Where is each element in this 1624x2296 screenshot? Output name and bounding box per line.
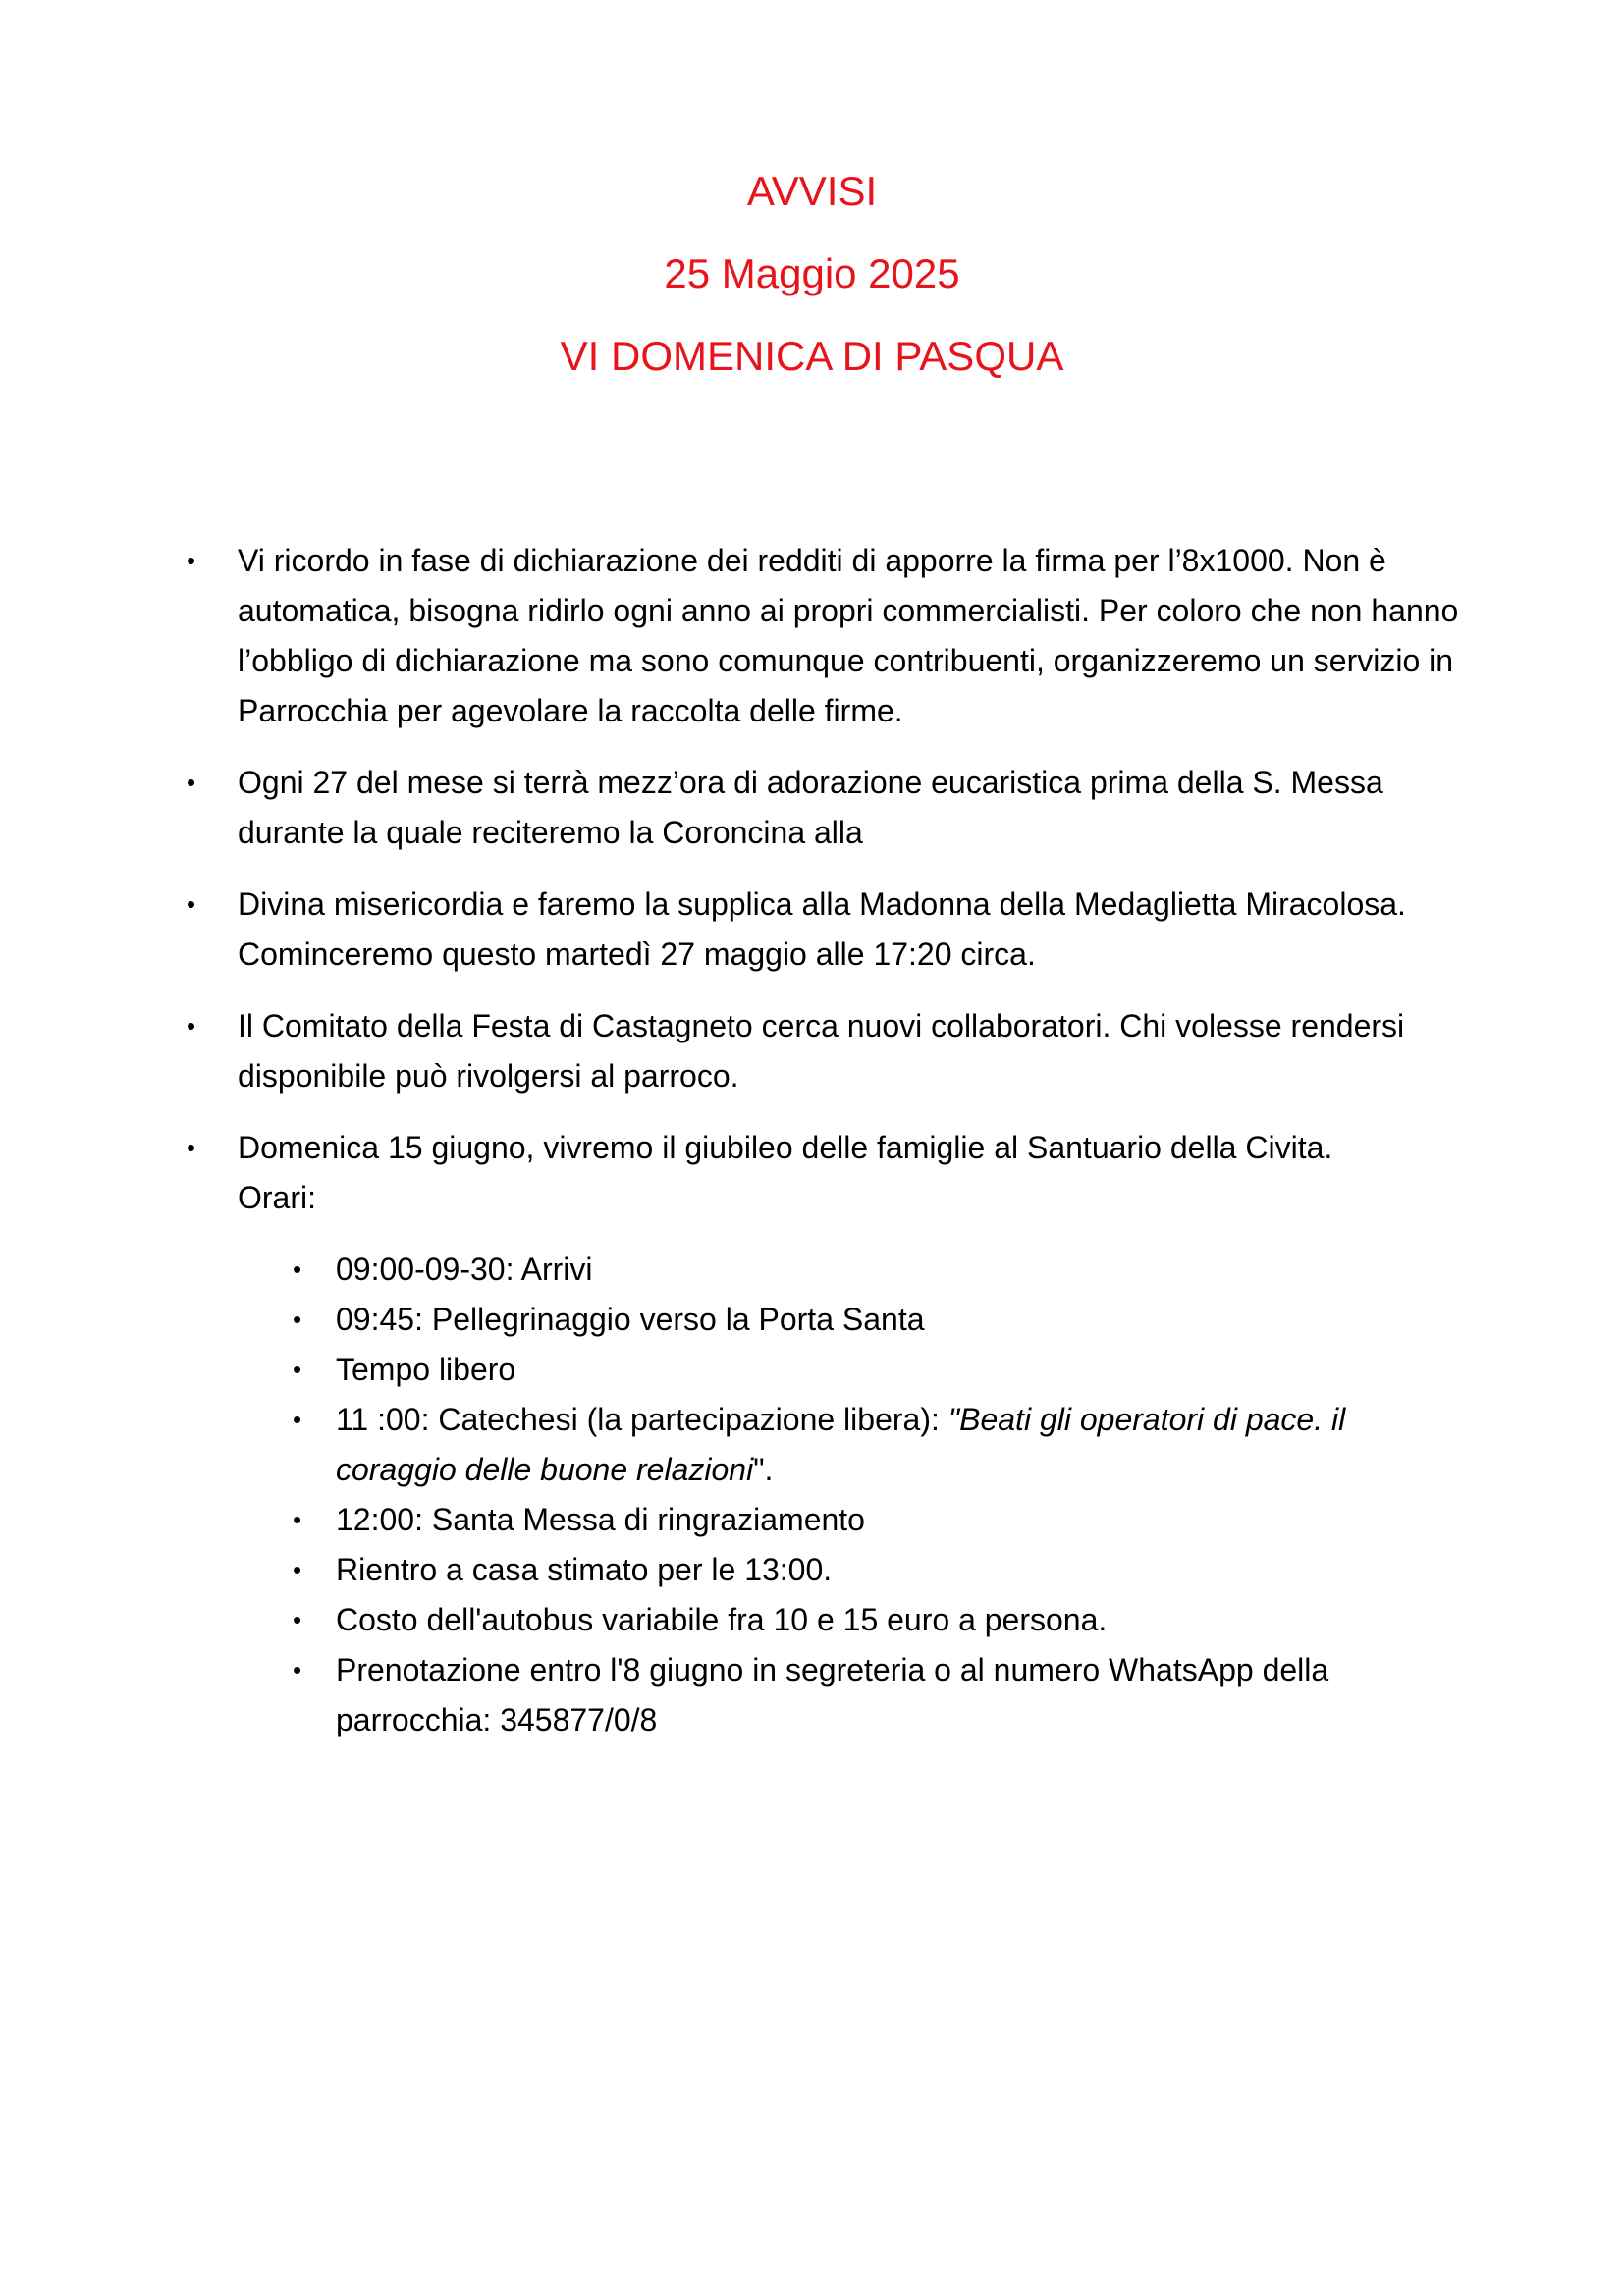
header xyxy=(0,162,1624,409)
schedule-item xyxy=(293,1495,1465,1545)
bullet-icon: • xyxy=(293,1405,302,1434)
schedule-text: 12:00: Santa Messa di ringraziamento xyxy=(336,1502,865,1537)
schedule-label: Orari: xyxy=(238,1180,316,1215)
notice-text: Divina misericordia e faremo la supplica alla Madonna della Medaglietta Miracolosa. Cominceremo questo martedì 27 maggio alle 17:20 circa. xyxy=(238,886,1406,972)
bullet-icon: • xyxy=(293,1355,302,1384)
notice-item xyxy=(187,536,1465,736)
schedule-item xyxy=(293,1645,1465,1745)
schedule-quote: "Beati gli operatori di pace. il coraggio delle buone relazioni xyxy=(336,1402,1346,1487)
notice-item xyxy=(187,1001,1465,1101)
bullet-icon: • xyxy=(293,1605,302,1634)
schedule-item xyxy=(293,1345,1465,1395)
header-title: AVVISI xyxy=(746,168,878,214)
bullet-icon: • xyxy=(187,768,196,797)
schedule-text: 09:00-09-30: Arrivi xyxy=(336,1252,593,1287)
schedule-text: 09:45: Pellegrinaggio verso la Porta Santa xyxy=(336,1302,925,1337)
notice-item-jubilee xyxy=(187,1123,1465,1745)
schedule-item xyxy=(293,1545,1465,1595)
header-date: 25 Maggio 2025 xyxy=(664,250,960,296)
bullet-icon: • xyxy=(293,1505,302,1534)
bullet-icon: • xyxy=(293,1655,302,1684)
bullet-icon: • xyxy=(293,1555,302,1584)
schedule-text: Prenotazione entro l'8 giugno in segreteria o al numero WhatsApp della parrocchia: 345877/0/8 xyxy=(336,1652,1329,1737)
bullet-icon: • xyxy=(187,546,196,575)
notice-text: Il Comitato della Festa di Castagneto cerca nuovi collaboratori. Chi volesse rendersi disponibile può rivolgersi al parroco. xyxy=(238,1008,1405,1094)
bullet-icon: • xyxy=(187,1133,196,1162)
notice-text: Vi ricordo in fase di dichiarazione dei redditi di apporre la firma per l’8x1000. Non è automatica, bisogna ridirlo ogni anno ai propri commercialisti. Per coloro che non hanno l’obbligo di dichiarazione ma sono comunque contribuenti, organizzeremo un servizio in Parrocchia per agevolare la raccolta delle firme. xyxy=(238,543,1459,728)
schedule-item xyxy=(293,1395,1465,1495)
bullet-icon: • xyxy=(187,1011,196,1041)
bullet-icon: • xyxy=(293,1305,302,1334)
notice-text: Ogni 27 del mese si terrà mezz’ora di adorazione eucaristica prima della S. Messa durante la quale reciteremo la Coroncina alla xyxy=(238,765,1383,850)
schedule-list xyxy=(238,1245,1465,1745)
schedule-item xyxy=(293,1595,1465,1645)
notices-list xyxy=(187,536,1465,1767)
schedule-text: Rientro a casa stimato per le 13:00. xyxy=(336,1552,833,1587)
bullet-icon: • xyxy=(293,1255,302,1284)
header-subtitle: VI DOMENICA DI PASQUA xyxy=(560,333,1064,379)
schedule-text-suffix: ". xyxy=(753,1452,774,1487)
notice-item xyxy=(187,758,1465,858)
notice-item xyxy=(187,880,1465,980)
notice-text: Domenica 15 giugno, vivremo il giubileo delle famiglie al Santuario della Civita. xyxy=(238,1130,1333,1165)
schedule-item xyxy=(293,1245,1465,1295)
schedule-text: Tempo libero xyxy=(336,1352,516,1387)
bullet-icon: • xyxy=(187,889,196,919)
schedule-item xyxy=(293,1295,1465,1345)
schedule-text-prefix: 11 :00: Catechesi (la partecipazione libera): xyxy=(336,1402,948,1437)
schedule-text: Costo dell'autobus variabile fra 10 e 15 euro a persona. xyxy=(336,1602,1108,1637)
